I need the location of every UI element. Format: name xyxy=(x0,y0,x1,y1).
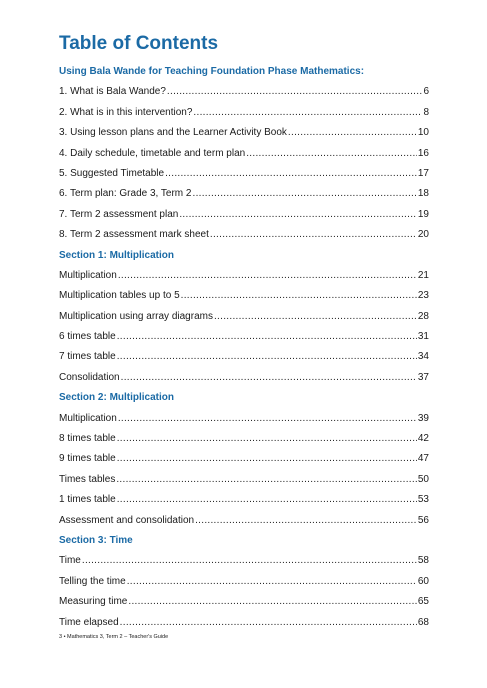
toc-entry-page-number: 10 xyxy=(417,127,429,139)
dot-leader xyxy=(120,613,417,633)
toc-entry[interactable] xyxy=(59,592,429,612)
toc-entry-page-number: 28 xyxy=(417,310,429,322)
toc-entry-label: Time xyxy=(59,555,81,567)
toc-entry-page-number: 8 xyxy=(423,106,429,118)
dot-leader xyxy=(210,225,417,245)
toc-list xyxy=(59,62,429,633)
toc-entry[interactable] xyxy=(59,347,429,367)
footer-text: • Mathematics 3, Term 2 – Teacher's Guide xyxy=(63,634,169,640)
toc-entry-label: 4. Daily schedule, timetable and term plan xyxy=(59,147,246,159)
toc-entry-label: 7. Term 2 assessment plan xyxy=(59,208,179,220)
dot-leader xyxy=(127,572,417,592)
dot-leader xyxy=(181,286,417,306)
toc-entry-label: Times tables xyxy=(59,473,116,485)
toc-entry-page-number: 6 xyxy=(423,86,429,98)
toc-entry[interactable] xyxy=(59,551,429,571)
page-footer xyxy=(59,634,168,640)
toc-entry-page-number: 50 xyxy=(417,473,429,485)
toc-entry[interactable] xyxy=(59,327,429,347)
toc-entry-label: 6 times table xyxy=(59,331,116,343)
toc-entry-label: 5. Suggested Timetable xyxy=(59,167,165,179)
toc-entry[interactable] xyxy=(59,164,429,184)
toc-entry[interactable] xyxy=(59,572,429,592)
toc-entry[interactable] xyxy=(59,613,429,633)
toc-entry-label: Telling the time xyxy=(59,575,126,587)
dot-leader xyxy=(214,307,417,327)
section-heading: Section 2: Multiplication xyxy=(59,392,175,404)
section-heading: Using Bala Wande for Teaching Foundation Phase Mathematics: xyxy=(59,66,365,77)
toc-entry-page-number: 39 xyxy=(417,412,429,424)
dot-leader xyxy=(117,490,417,510)
toc-entry[interactable] xyxy=(59,470,429,490)
toc-entry[interactable] xyxy=(59,490,429,510)
dot-leader xyxy=(118,266,417,286)
toc-entry-label: 2. What is in this intervention? xyxy=(59,106,193,118)
toc-entry[interactable] xyxy=(59,184,429,204)
toc-entry[interactable] xyxy=(59,286,429,306)
toc-entry-page-number: 37 xyxy=(417,371,429,383)
section-heading: Section 3: Time xyxy=(59,534,133,546)
dot-leader xyxy=(165,164,417,184)
toc-entry[interactable] xyxy=(59,82,429,102)
toc-entry-page-number: 17 xyxy=(417,167,429,179)
toc-page xyxy=(59,30,429,633)
dot-leader xyxy=(117,449,417,469)
dot-leader xyxy=(117,347,417,367)
toc-entry-page-number: 53 xyxy=(417,494,429,506)
toc-entry[interactable] xyxy=(59,307,429,327)
toc-entry[interactable] xyxy=(59,429,429,449)
toc-entry[interactable] xyxy=(59,205,429,225)
toc-entry-label: Multiplication using array diagrams xyxy=(59,310,213,322)
toc-entry[interactable] xyxy=(59,511,429,531)
toc-entry-page-number: 56 xyxy=(417,514,429,526)
toc-entry-label: Multiplication tables up to 5 xyxy=(59,290,180,302)
toc-entry-label: Time elapsed xyxy=(59,616,119,628)
toc-entry-page-number: 20 xyxy=(417,229,429,241)
footer-page-number: 3 xyxy=(59,634,63,640)
toc-entry-page-number: 21 xyxy=(417,269,429,281)
dot-leader xyxy=(246,144,417,164)
dot-leader xyxy=(193,103,422,123)
dot-leader xyxy=(117,327,417,347)
dot-leader xyxy=(195,511,417,531)
toc-entry-label: 6. Term plan: Grade 3, Term 2 xyxy=(59,188,192,200)
toc-entry[interactable] xyxy=(59,103,429,123)
section-heading: Section 1: Multiplication xyxy=(59,249,175,261)
dot-leader xyxy=(121,368,417,388)
dot-leader xyxy=(128,592,417,612)
toc-entry-page-number: 65 xyxy=(417,596,429,608)
dot-leader xyxy=(82,551,417,571)
toc-entry[interactable] xyxy=(59,144,429,164)
toc-entry[interactable] xyxy=(59,368,429,388)
dot-leader xyxy=(192,184,416,204)
toc-entry-label: 1 times table xyxy=(59,494,116,506)
toc-entry-label: Assessment and consolidation xyxy=(59,514,195,526)
toc-entry-label: 8. Term 2 assessment mark sheet xyxy=(59,229,209,241)
toc-entry[interactable] xyxy=(59,123,429,143)
dot-leader xyxy=(179,205,417,225)
dot-leader xyxy=(167,82,423,102)
dot-leader xyxy=(117,429,417,449)
toc-entry-label: Multiplication xyxy=(59,269,117,281)
toc-entry-page-number: 58 xyxy=(417,555,429,567)
dot-leader xyxy=(116,470,417,490)
page-title: Table of Contents xyxy=(59,33,219,54)
toc-entry-page-number: 18 xyxy=(417,188,429,200)
toc-entry[interactable] xyxy=(59,225,429,245)
toc-entry-page-number: 68 xyxy=(417,616,429,628)
dot-leader xyxy=(118,409,417,429)
toc-entry[interactable] xyxy=(59,266,429,286)
toc-entry-label: 9 times table xyxy=(59,453,116,465)
toc-entry-page-number: 23 xyxy=(417,290,429,302)
toc-entry-page-number: 60 xyxy=(417,575,429,587)
toc-entry-page-number: 16 xyxy=(417,147,429,159)
toc-entry-label: Measuring time xyxy=(59,596,128,608)
toc-entry-page-number: 31 xyxy=(417,331,429,343)
toc-entry-label: 8 times table xyxy=(59,433,116,445)
toc-entry-label: Consolidation xyxy=(59,371,120,383)
toc-entry-label: 3. Using lesson plans and the Learner Activity Book xyxy=(59,127,287,139)
toc-entry-page-number: 42 xyxy=(417,433,429,445)
toc-entry-page-number: 19 xyxy=(417,208,429,220)
toc-entry-page-number: 34 xyxy=(417,351,429,363)
toc-entry[interactable] xyxy=(59,409,429,429)
toc-entry[interactable] xyxy=(59,449,429,469)
toc-entry-label: 7 times table xyxy=(59,351,116,363)
toc-entry-page-number: 47 xyxy=(417,453,429,465)
dot-leader xyxy=(288,123,417,143)
toc-entry-label: 1. What is Bala Wande? xyxy=(59,86,166,98)
toc-entry-label: Multiplication xyxy=(59,412,117,424)
